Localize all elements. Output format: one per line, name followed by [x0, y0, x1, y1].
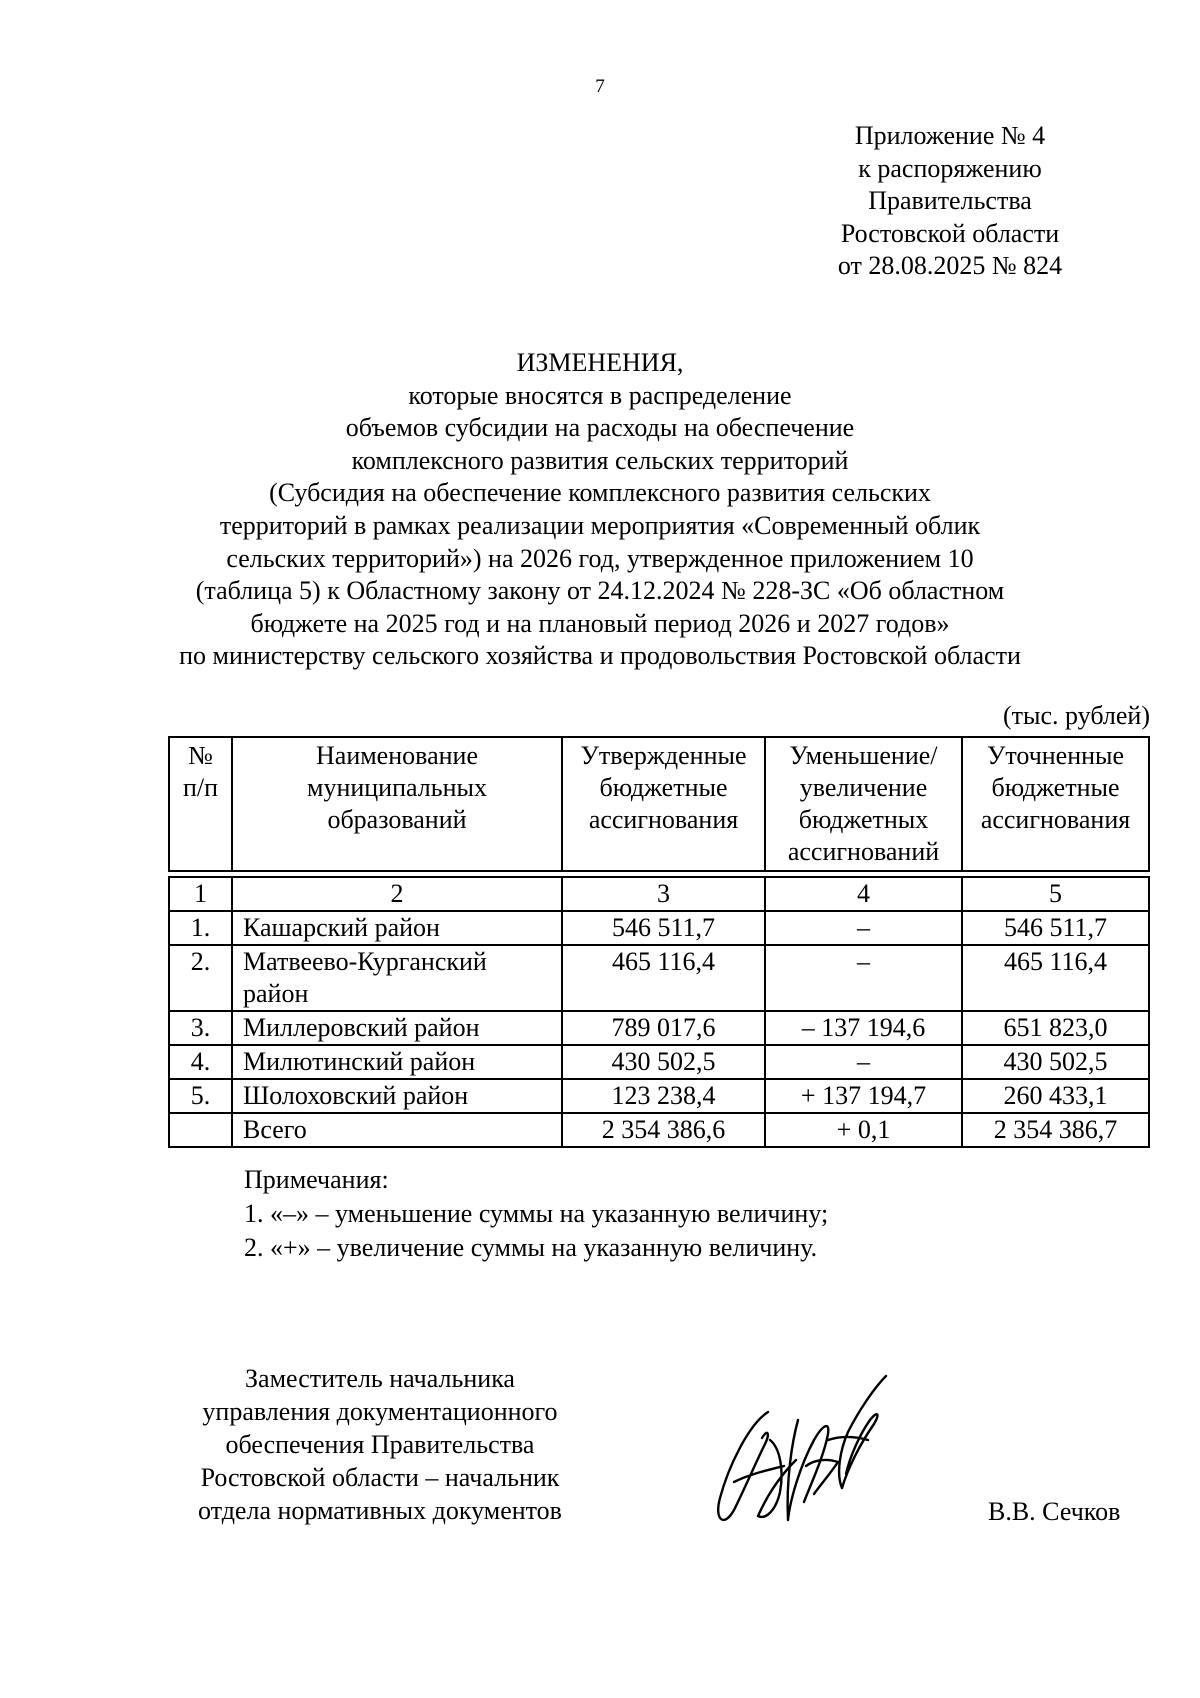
- total-change: + 0,1: [765, 1113, 962, 1147]
- column-number: 5: [962, 877, 1149, 911]
- title-line: по министерству сельского хозяйства и продовольствия Ростовской области: [179, 641, 1021, 671]
- header-cell-revised: Уточненные бюджетные ассигнования: [962, 737, 1149, 871]
- total-approved: 2 354 386,6: [562, 1113, 765, 1147]
- row-number: 1.: [169, 911, 232, 945]
- appendix-line: к распоряжению: [858, 153, 1042, 183]
- change-value: –: [765, 1045, 962, 1079]
- title-line: комплексного развития сельских территорий: [351, 445, 849, 475]
- note-item: 1. «–» – уменьшение суммы на указанную величину;: [244, 1199, 829, 1228]
- appendix-line: Приложение № 4: [854, 121, 1046, 150]
- approved-value: 546 511,7: [562, 911, 765, 945]
- municipality-name: Миллеровский район: [232, 1011, 562, 1045]
- approved-value: 789 017,6: [562, 1011, 765, 1045]
- header-cell-number: № п/п: [169, 737, 232, 871]
- change-value: –: [765, 911, 962, 945]
- table-row: [169, 911, 1149, 945]
- revised-value: 430 502,5: [962, 1045, 1149, 1079]
- title-line: бюджете на 2025 год и на плановый период 2026 и 2027 годов»: [250, 608, 950, 638]
- approved-value: 123 238,4: [562, 1079, 765, 1113]
- revised-value: 546 511,7: [962, 911, 1149, 945]
- total-revised: 2 354 386,7: [962, 1113, 1149, 1147]
- row-number: 4.: [169, 1045, 232, 1079]
- signer-position-line: обеспечения Правительства: [225, 1430, 535, 1459]
- table-header-row: [169, 737, 1149, 871]
- table-row: [169, 1045, 1149, 1079]
- note-item: 2. «+» – увеличение суммы на указанную величину.: [244, 1233, 818, 1262]
- approved-value: 430 502,5: [562, 1045, 765, 1079]
- municipality-name: Матвеево-Курганский район: [232, 945, 562, 1011]
- document-title: [60, 347, 1140, 673]
- change-value: + 137 194,7: [765, 1079, 962, 1113]
- signer-position-line: управления документационного: [202, 1397, 558, 1426]
- appendix-line: Правительства: [868, 186, 1032, 215]
- signer-name: В.В. Сечков: [988, 1497, 1121, 1526]
- total-number: [169, 1113, 232, 1147]
- table-total-row: [169, 1113, 1149, 1147]
- column-number: 3: [562, 877, 765, 911]
- page-number: 7: [595, 76, 605, 97]
- change-value: –: [765, 945, 962, 1011]
- appendix-line: от 28.08.2025 № 824: [837, 251, 1063, 280]
- revised-value: 465 116,4: [962, 945, 1149, 1011]
- signer-position-line: Ростовской области – начальник: [200, 1463, 560, 1492]
- total-label: Всего: [232, 1113, 562, 1147]
- table-row: [169, 945, 1149, 1011]
- header-cell-change: Уменьшение/ увеличение бюджетных ассигнований: [765, 737, 962, 871]
- column-number: 4: [765, 877, 962, 911]
- row-number: 2.: [169, 945, 232, 1011]
- municipality-name: Милютинский район: [232, 1045, 562, 1079]
- units-label: (тыс. рублей): [1002, 701, 1150, 730]
- title-line: сельских территорий») на 2026 год, утвержденное приложением 10: [226, 543, 974, 573]
- change-value: – 137 194,6: [765, 1011, 962, 1045]
- allocation-table: [168, 736, 1150, 1148]
- signer-position-line: отдела нормативных документов: [198, 1496, 562, 1525]
- municipality-name: Кашарский район: [232, 911, 562, 945]
- notes-title: Примечания:: [244, 1165, 389, 1194]
- table-row: [169, 1079, 1149, 1113]
- appendix-line: Ростовской области: [840, 218, 1060, 248]
- handwritten-signature: [710, 1370, 890, 1535]
- table-row: [169, 1011, 1149, 1045]
- signer-position-line: Заместитель начальника: [245, 1364, 515, 1393]
- title-line: объемов субсидии на расходы на обеспечение: [345, 413, 855, 443]
- row-number: 3.: [169, 1011, 232, 1045]
- title-line: (таблица 5) к Областному закону от 24.12.2024 № 228-ЗС «Об областном: [195, 576, 1005, 606]
- column-number-row: [169, 877, 1149, 911]
- header-cell-name: Наименование муниципальных образований: [232, 737, 562, 871]
- municipality-name: Шолоховский район: [232, 1079, 562, 1113]
- title-line: территорий в рамках реализации мероприятия «Современный облик: [219, 510, 981, 540]
- title-line: которые вносятся в распределение: [408, 380, 792, 410]
- approved-value: 465 116,4: [562, 945, 765, 1011]
- column-number: 2: [232, 877, 562, 911]
- header-cell-approved: Утвержденные бюджетные ассигнования: [562, 737, 765, 871]
- signer-position: [160, 1362, 600, 1527]
- revised-value: 260 433,1: [962, 1079, 1149, 1113]
- column-number: 1: [169, 877, 232, 911]
- row-number: 5.: [169, 1079, 232, 1113]
- title-heading: ИЗМЕНЕНИЯ,: [516, 348, 684, 377]
- title-line: (Субсидия на обеспечение комплексного развития сельских: [269, 478, 931, 508]
- notes-block: [244, 1163, 828, 1265]
- revised-value: 651 823,0: [962, 1011, 1149, 1045]
- appendix-block: [800, 120, 1100, 283]
